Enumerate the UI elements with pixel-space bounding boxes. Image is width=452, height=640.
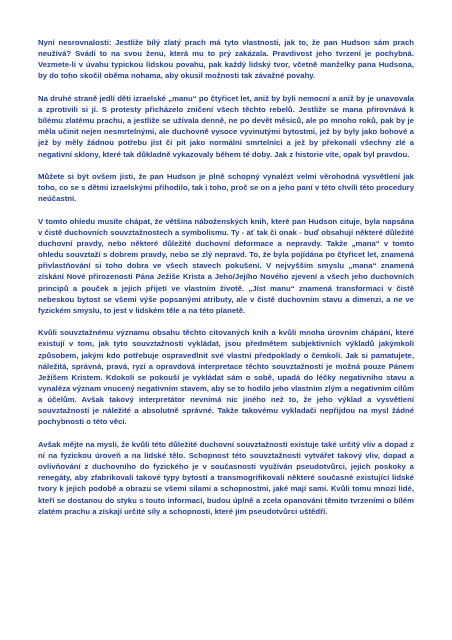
paragraph-3: Můžete si být ovšem jisti, že pan Hudson je plně schopný vynalézt velmi věrohodná vysvětlení jak toho, co se s dětmi izraelskými přihodilo, tak i toho, proč se on a jeho paní v této chvíli této procedury neúčastní. [38,171,414,204]
document-page [38,37,414,528]
paragraph-6: Avšak mějte na mysli, že kvůli této důležité duchovní souvztažnosti existuje také určitý vliv a dopad z ní na fyzickou úroveň a na lidské tělo. Schopnost této souvztažnosti vytvářet takový vliv, dopad a ovlivňování z duchovního do fyzického je v současnosti využíván pseudotvůrci, jejich poskoky a renegáty, aby zfabrikovali takové typy bytostí a transmogrifikovali některé současné existující lidské tvory k jejich podobě a obrazu se všemi silami a schopnostmi, jaké mají sami. Kvůli tomu mnozí lidé, kteří se dostanou do styku s touto informací, budou úplně a zcela opanováni těmito tvrzeními o bílém zlatém prachu a získají určité síly a schopnosti, které jim pseudotvůrci uštědří. [38,439,414,516]
paragraph-5: Kvůli souvztažnému významu obsahu těchto citovaných knih a kvůli mnoha úrovním chápání, které existují v tom, jak tyto souvztažnosti vykládat, jsou předmětem subjektivních výkladů jakýmkoli způsobem, jakým kdo potřebuje ospravedlnit své vlastní předpoklady o čemkoli. Jak si pamatujete, náležitá, správná, pravá, ryzí a opravdová interpretace těchto souvztažností je možná pouze Pánem Ježíšem Kristem. Kdokoli se pokouší je vykládat sám o sobě, upadá do léčky negativního stavu a vynaléza význam vnucený negativním stavem, aby se to hodilo jeho vlastním zlým a negativním cílům a účelům. Avšak takový interpretátor nevnímá nic jiného než to, že jeho výklad a vysvětlení souvztažností je náležité a absolutně správné. Takže takovému vykladači nepřijdou na mysl žádné pochybnosti o této věci. [38,328,414,427]
paragraph-4: V tomto ohledu musíte chápat, že většina náboženských knih, které pan Hudson cituje, byla napsána v čistě duchovních souvztažnostech a symbolismu. Ty - ať tak či onak - buď obsahují některé důležité duchovní pravdy, nebo některé důležité duchovní deformace a nepravdy. Takže „mana“ v tomto ohledu souvztaží s dobrem pravdy, nebo se zlý nepravd. To, že byla pojídána po čtyřicet let, znamená přivlastňování si toho dobra ve všech stavech pokušení. V nejvyšším smyslu „mana“ znamená získání Nové přirozenosti Pána Ježíše Krista a Jeho/Jejího Nového zjevení a všech jeho duchovních principů a pouček a jejich přijetí ve vlastním životě. „Jíst manu“ znamená transformaci v čistě nebeskou bytost se všemi výše popsanými atributy, ale v čistě duchovním stavu a dimenzi, a ne ve fyzickém smyslu, to jest v lidském těle a na této planetě. [38,216,414,315]
paragraph-2: Na druhé straně jedlí děti izraelské „manu“ po čtyřicet let, aniž by byli nemocní a aniž by je unavovala a zprotivili si jí. S protesty přicházelo zničení všech těchto rebelů. Jestliže se mana přirovnává k bílému zlatému prachu, a jestliže se užívala denně, ne po devět měsíců, ale po mnoho roků, pak by je měla učinit nejen nesmrtelnými, ale duchovně vysoce vyvinutými bytostmi, jež by byly jako bohové a jež by měly žádnou potřebu jíst či pít jako normální smrtelníci a jež by překonali všechny zlé a negativní sklony, které tak důkladně vykazovaly během té doby. Jak z historie víte, opak byl pravdou. [38,93,414,159]
paragraph-1: Nyní nesrovnalosti: Jestliže bílý zlatý prach má tyto vlastnosti, jak to, že pan Hudson sám prach neužívá? Svádí to na svou ženu, která mu to prý zakázala. Pravdivost jeho tvrzení je pochybná. Vezmete-li v úvahu typickou lidskou povahu, pak každý lidský tvor, včetně manželky pana Hudsona, by do toho skočil oběma nohama, aby okusil možnosti tak závažné povahy. [38,38,414,81]
